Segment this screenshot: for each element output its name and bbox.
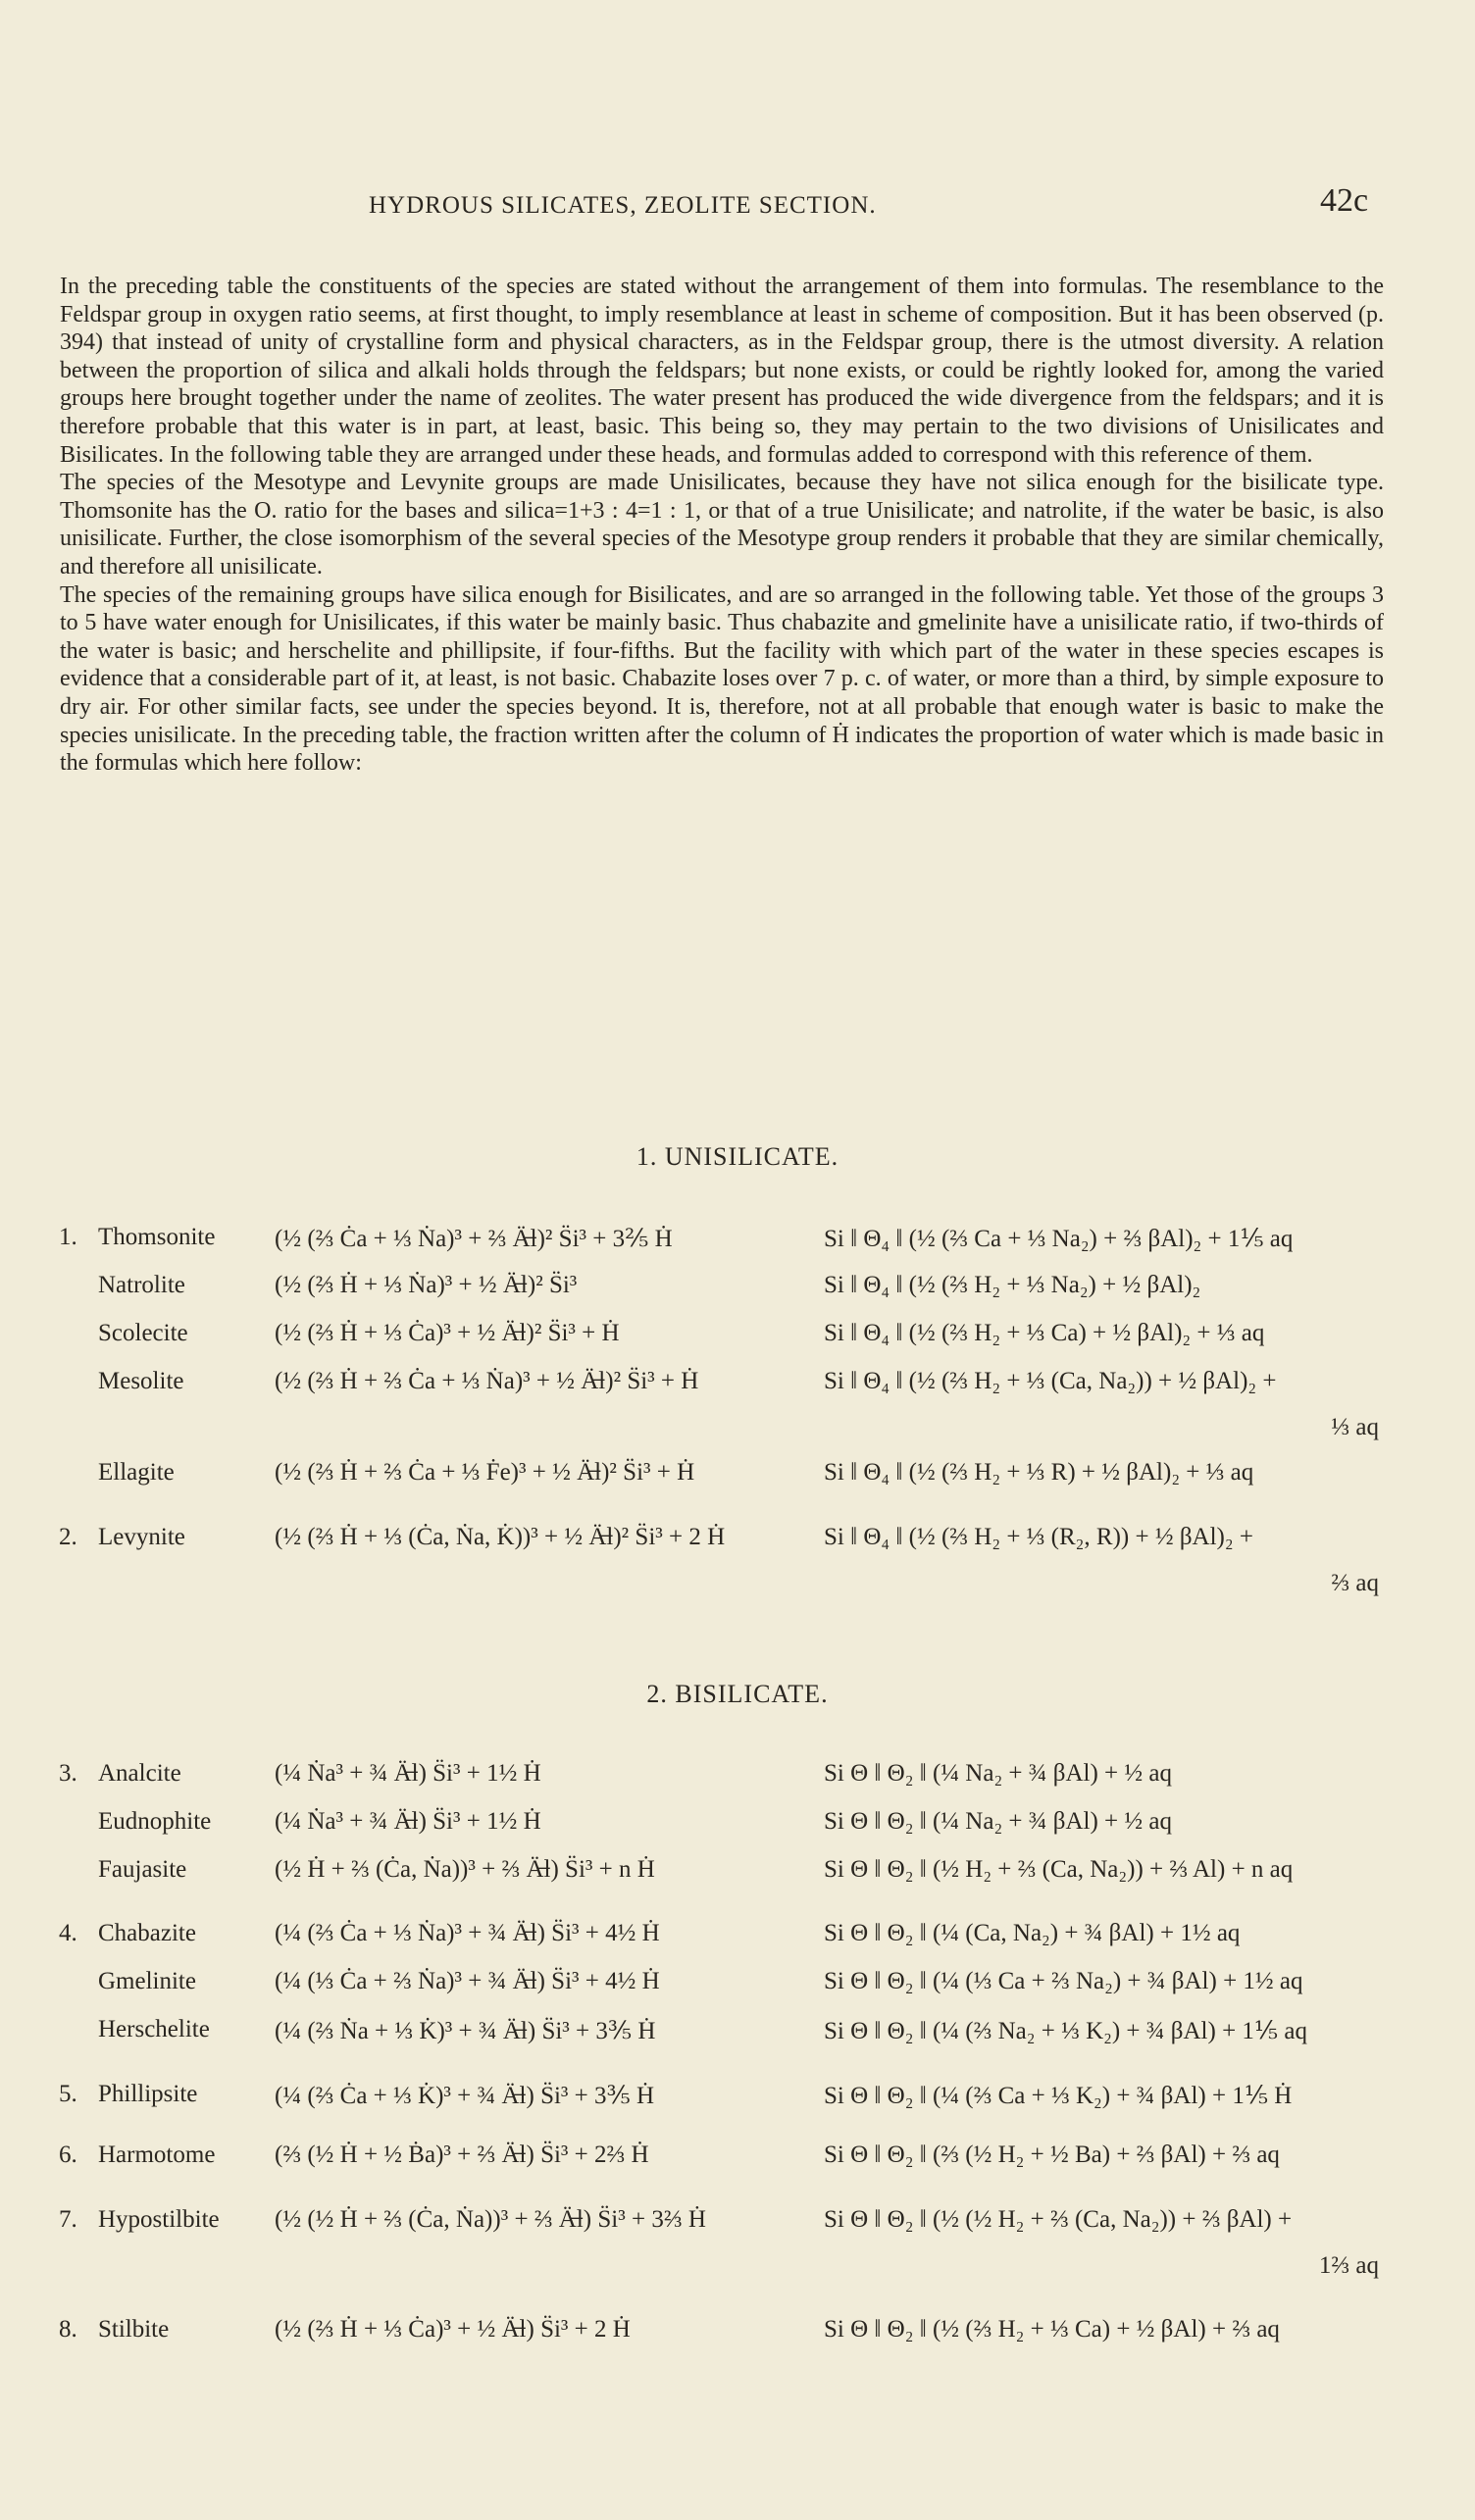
new-formula: Si Θ ‖ Θ₂ ‖ (¼ (Ca, Na₂) + ¾ βAl) + 1½ aq [824,1920,1241,1946]
old-formula: (⅔ (½ Ḣ + ½ Ḃa)³ + ⅔ Ä̶l) S̈i³ + 2⅔ Ḣ [275,2142,649,2168]
old-formula: (½ (⅔ Ḣ + ⅔ Ċa + ⅓ Ḟe)³ + ½ Ä̶l)² S̈i³ + Ḣ [275,1459,695,1486]
species-name: Stilbite [98,2316,170,2343]
row-number: 7. [59,2206,77,2233]
species-name: Mesolite [98,1368,184,1394]
new-formula: Si Θ ‖ Θ₂ ‖ (½ H₂ + ⅔ (Ca, Na₂)) + ⅔ Al) + n aq [824,1856,1294,1883]
old-formula: (½ (⅔ Ċa + ⅓ Ṅa)³ + ⅔ Ä̶l)² S̈i³ + 3⅖ Ḣ [275,1226,673,1252]
table-row [0,1224,1475,1263]
table-row [0,1368,1475,1407]
species-name: Harmotome [98,2142,216,2168]
paragraph: The species of the remaining groups have silica enough for Bisilicates, and are so arranged in the following table. Yet those of the groups 3 to 5 have water enough for Unisilicates, if this water be mainly basic. Thus chabazite and gmelinite have a unisilicate ratio, if two-thirds of the water is basic; and herschelite and phillipsite, if four-fifths. But the facility with which part of the water in these species escapes is evidence that a considerable part of it, at least, is not basic. Chabazite loses over 7 p. c. of water, or more than a third, by simple exposure to dry air. For other similar facts, see under the species beyond. It is, therefore, not at all probable that enough water is basic to make the species unisilicate. In the preceding table, the fraction written after the column of Ḣ indicates the proportion of water which is made basic in the formulas which here follow: [60,581,1384,777]
table-row [0,1272,1475,1311]
body-text [60,273,1384,778]
old-formula: (¼ (⅔ Ċa + ⅓ K̇)³ + ¾ Ä̶l) S̈i³ + 3⅗ Ḣ [275,2083,655,2109]
table-row [0,1524,1475,1563]
new-formula: Si Θ ‖ Θ₂ ‖ (½ (⅔ H₂ + ⅓ Ca) + ½ βAl) + ⅔ aq [824,2316,1280,2343]
formula-continuation: ⅔ aq [1331,1570,1379,1596]
table-row [0,1968,1475,2007]
species-name: Levynite [98,1524,185,1550]
old-formula: (¼ Ṅa³ + ¾ Ä̶l) S̈i³ + 1½ Ḣ [275,1760,541,1787]
table-row [0,1459,1475,1498]
species-name: Ellagite [98,1459,175,1486]
new-formula: Si Θ ‖ Θ₂ ‖ (½ (½ H₂ + ⅔ (Ca, Na₂)) + ⅔ βAl) + [824,2206,1293,2233]
table-row [0,1320,1475,1359]
old-formula: (½ (⅔ Ḣ + ⅓ (Ċa, Ṅa, K̇))³ + ½ Ä̶l)² S̈i³ + 2 Ḣ [275,1524,726,1550]
species-name: Scolecite [98,1320,188,1346]
new-formula: Si Θ ‖ Θ₂ ‖ (¼ Na₂ + ¾ βAl) + ½ aq [824,1760,1172,1787]
row-number: 8. [59,2316,77,2343]
row-number: 2. [59,1524,77,1550]
species-name: Gmelinite [98,1968,196,1994]
old-formula: (½ (⅔ Ḣ + ⅓ Ċa)³ + ½ Ä̶l) S̈i³ + 2 Ḣ [275,2316,631,2343]
species-name: Faujasite [98,1856,187,1883]
old-formula: (¼ (⅔ Ċa + ⅓ Ṅa)³ + ¾ Ä̶l) S̈i³ + 4½ Ḣ [275,1920,660,1946]
old-formula: (½ Ḣ + ⅔ (Ċa, Ṅa))³ + ⅔ Ä̶l) S̈i³ + n Ḣ [275,1856,655,1883]
table-row [0,1920,1475,1959]
row-number: 6. [59,2142,77,2168]
species-name: Hypostilbite [98,2206,220,2233]
old-formula: (½ (⅔ Ḣ + ⅔ Ċa + ⅓ Ṅa)³ + ½ Ä̶l)² S̈i³ + Ḣ [275,1368,699,1394]
new-formula: Si Θ ‖ Θ₂ ‖ (¼ Na₂ + ¾ βAl) + ½ aq [824,1808,1172,1835]
new-formula: Si ‖ Θ₄ ‖ (½ (⅔ Ca + ⅓ Na₂) + ⅔ βAl)₂ + 1⅕ aq [824,1226,1294,1252]
old-formula: (¼ (⅔ Ṅa + ⅓ K̇)³ + ¾ Ä̶l) S̈i³ + 3⅗ Ḣ [275,2018,656,2044]
old-formula: (¼ (⅓ Ċa + ⅔ Ṅa)³ + ¾ Ä̶l) S̈i³ + 4½ Ḣ [275,1968,660,1994]
species-name: Analcite [98,1760,181,1787]
new-formula: Si ‖ Θ₄ ‖ (½ (⅔ H₂ + ⅓ (Ca, Na₂)) + ½ βAl)₂ + [824,1368,1277,1394]
new-formula: Si Θ ‖ Θ₂ ‖ (¼ (⅓ Ca + ⅔ Na₂) + ¾ βAl) + 1½ aq [824,1968,1303,1994]
table-row [0,1760,1475,1799]
page-number: 42c [1320,182,1369,219]
old-formula: (½ (⅔ Ḣ + ⅓ Ṅa)³ + ½ Ä̶l)² S̈i³ [275,1272,578,1298]
row-number: 1. [59,1224,77,1250]
paragraph: In the preceding table the constituents of the species are stated without the arrangement of them into formulas. The resemblance to the Feldspar group in oxygen ratio seems, at first thought, to imply resemblance at least in scheme of composition. But it has been observed (p. 394) that instead of unity of crystalline form and physical characters, as in the Feldspar group, there is the utmost diversity. A relation between the proportion of silica and alkali holds through the feldspars; but none exists, or could be rightly looked for, among the varied groups here brought together under the name of zeolites. The water present has produced the wide divergence from the feldspars; and it is therefore probable that this water is in part, at least, basic. This being so, they may pertain to the two divisions of Unisilicates and Bisilicates. In the following table they are arranged under these heads, and formulas added to correspond with this reference of them. [60,274,1384,468]
species-name: Herschelite [98,2016,210,2042]
old-formula: (¼ Ṅa³ + ¾ Ä̶l) S̈i³ + 1½ Ḣ [275,1808,541,1835]
formula-continuation: ⅓ aq [1331,1414,1379,1440]
table-row [0,2206,1475,2245]
table-row [0,1808,1475,1847]
species-name: Thomsonite [98,1224,216,1250]
species-name: Chabazite [98,1920,196,1946]
section-title-unisilicate: 1. UNISILICATE. [636,1142,839,1171]
table-row [0,2142,1475,2181]
section-title-bisilicate: 2. BISILICATE. [646,1680,829,1708]
new-formula: Si ‖ Θ₄ ‖ (½ (⅔ H₂ + ⅓ Ca) + ½ βAl)₂ + ⅓ aq [824,1320,1265,1346]
running-header: HYDROUS SILICATES, ZEOLITE SECTION. [369,192,877,219]
row-number: 3. [59,1760,77,1787]
new-formula: Si ‖ Θ₄ ‖ (½ (⅔ H₂ + ⅓ (R₂, R)) + ½ βAl)₂ + [824,1524,1253,1550]
formula-continuation: 1⅔ aq [1318,2252,1379,2279]
table-row [0,2081,1475,2120]
new-formula: Si Θ ‖ Θ₂ ‖ (⅔ (½ H₂ + ½ Ba) + ⅔ βAl) + ⅔ aq [824,2142,1280,2168]
table-row [0,2316,1475,2355]
new-formula: Si Θ ‖ Θ₂ ‖ (¼ (⅔ Ca + ⅓ K₂) + ¾ βAl) + 1⅕ Ḣ [824,2083,1293,2109]
species-name: Eudnophite [98,1808,212,1835]
paragraph: The species of the Mesotype and Levynite groups are made Unisilicates, because they have not silica enough for the bisilicate type. Thomsonite has the O. ratio for the bases and silica=1+3 : 4=1 : 1, or that of a true Unisilicate; and natrolite, if the water be basic, is also unisilicate. Further, the close isomorphism of the several species of the Mesotype group renders it probable that they are similar chemically, and therefore all unisilicate. [60,470,1384,580]
row-number: 5. [59,2081,77,2107]
new-formula: Si ‖ Θ₄ ‖ (½ (⅔ H₂ + ⅓ R) + ½ βAl)₂ + ⅓ aq [824,1459,1254,1486]
old-formula: (½ (½ Ḣ + ⅔ (Ċa, Ṅa))³ + ⅔ Ä̶l) S̈i³ + 3⅔ Ḣ [275,2206,706,2233]
species-name: Natrolite [98,1272,185,1298]
table-row [0,1856,1475,1895]
new-formula: Si Θ ‖ Θ₂ ‖ (¼ (⅔ Na₂ + ⅓ K₂) + ¾ βAl) + 1⅕ aq [824,2018,1307,2044]
old-formula: (½ (⅔ Ḣ + ⅓ Ċa)³ + ½ Ä̶l)² S̈i³ + Ḣ [275,1320,620,1346]
table-row [0,2016,1475,2055]
new-formula: Si ‖ Θ₄ ‖ (½ (⅔ H₂ + ⅓ Na₂) + ½ βAl)₂ [824,1272,1201,1298]
row-number: 4. [59,1920,77,1946]
species-name: Phillipsite [98,2081,198,2107]
